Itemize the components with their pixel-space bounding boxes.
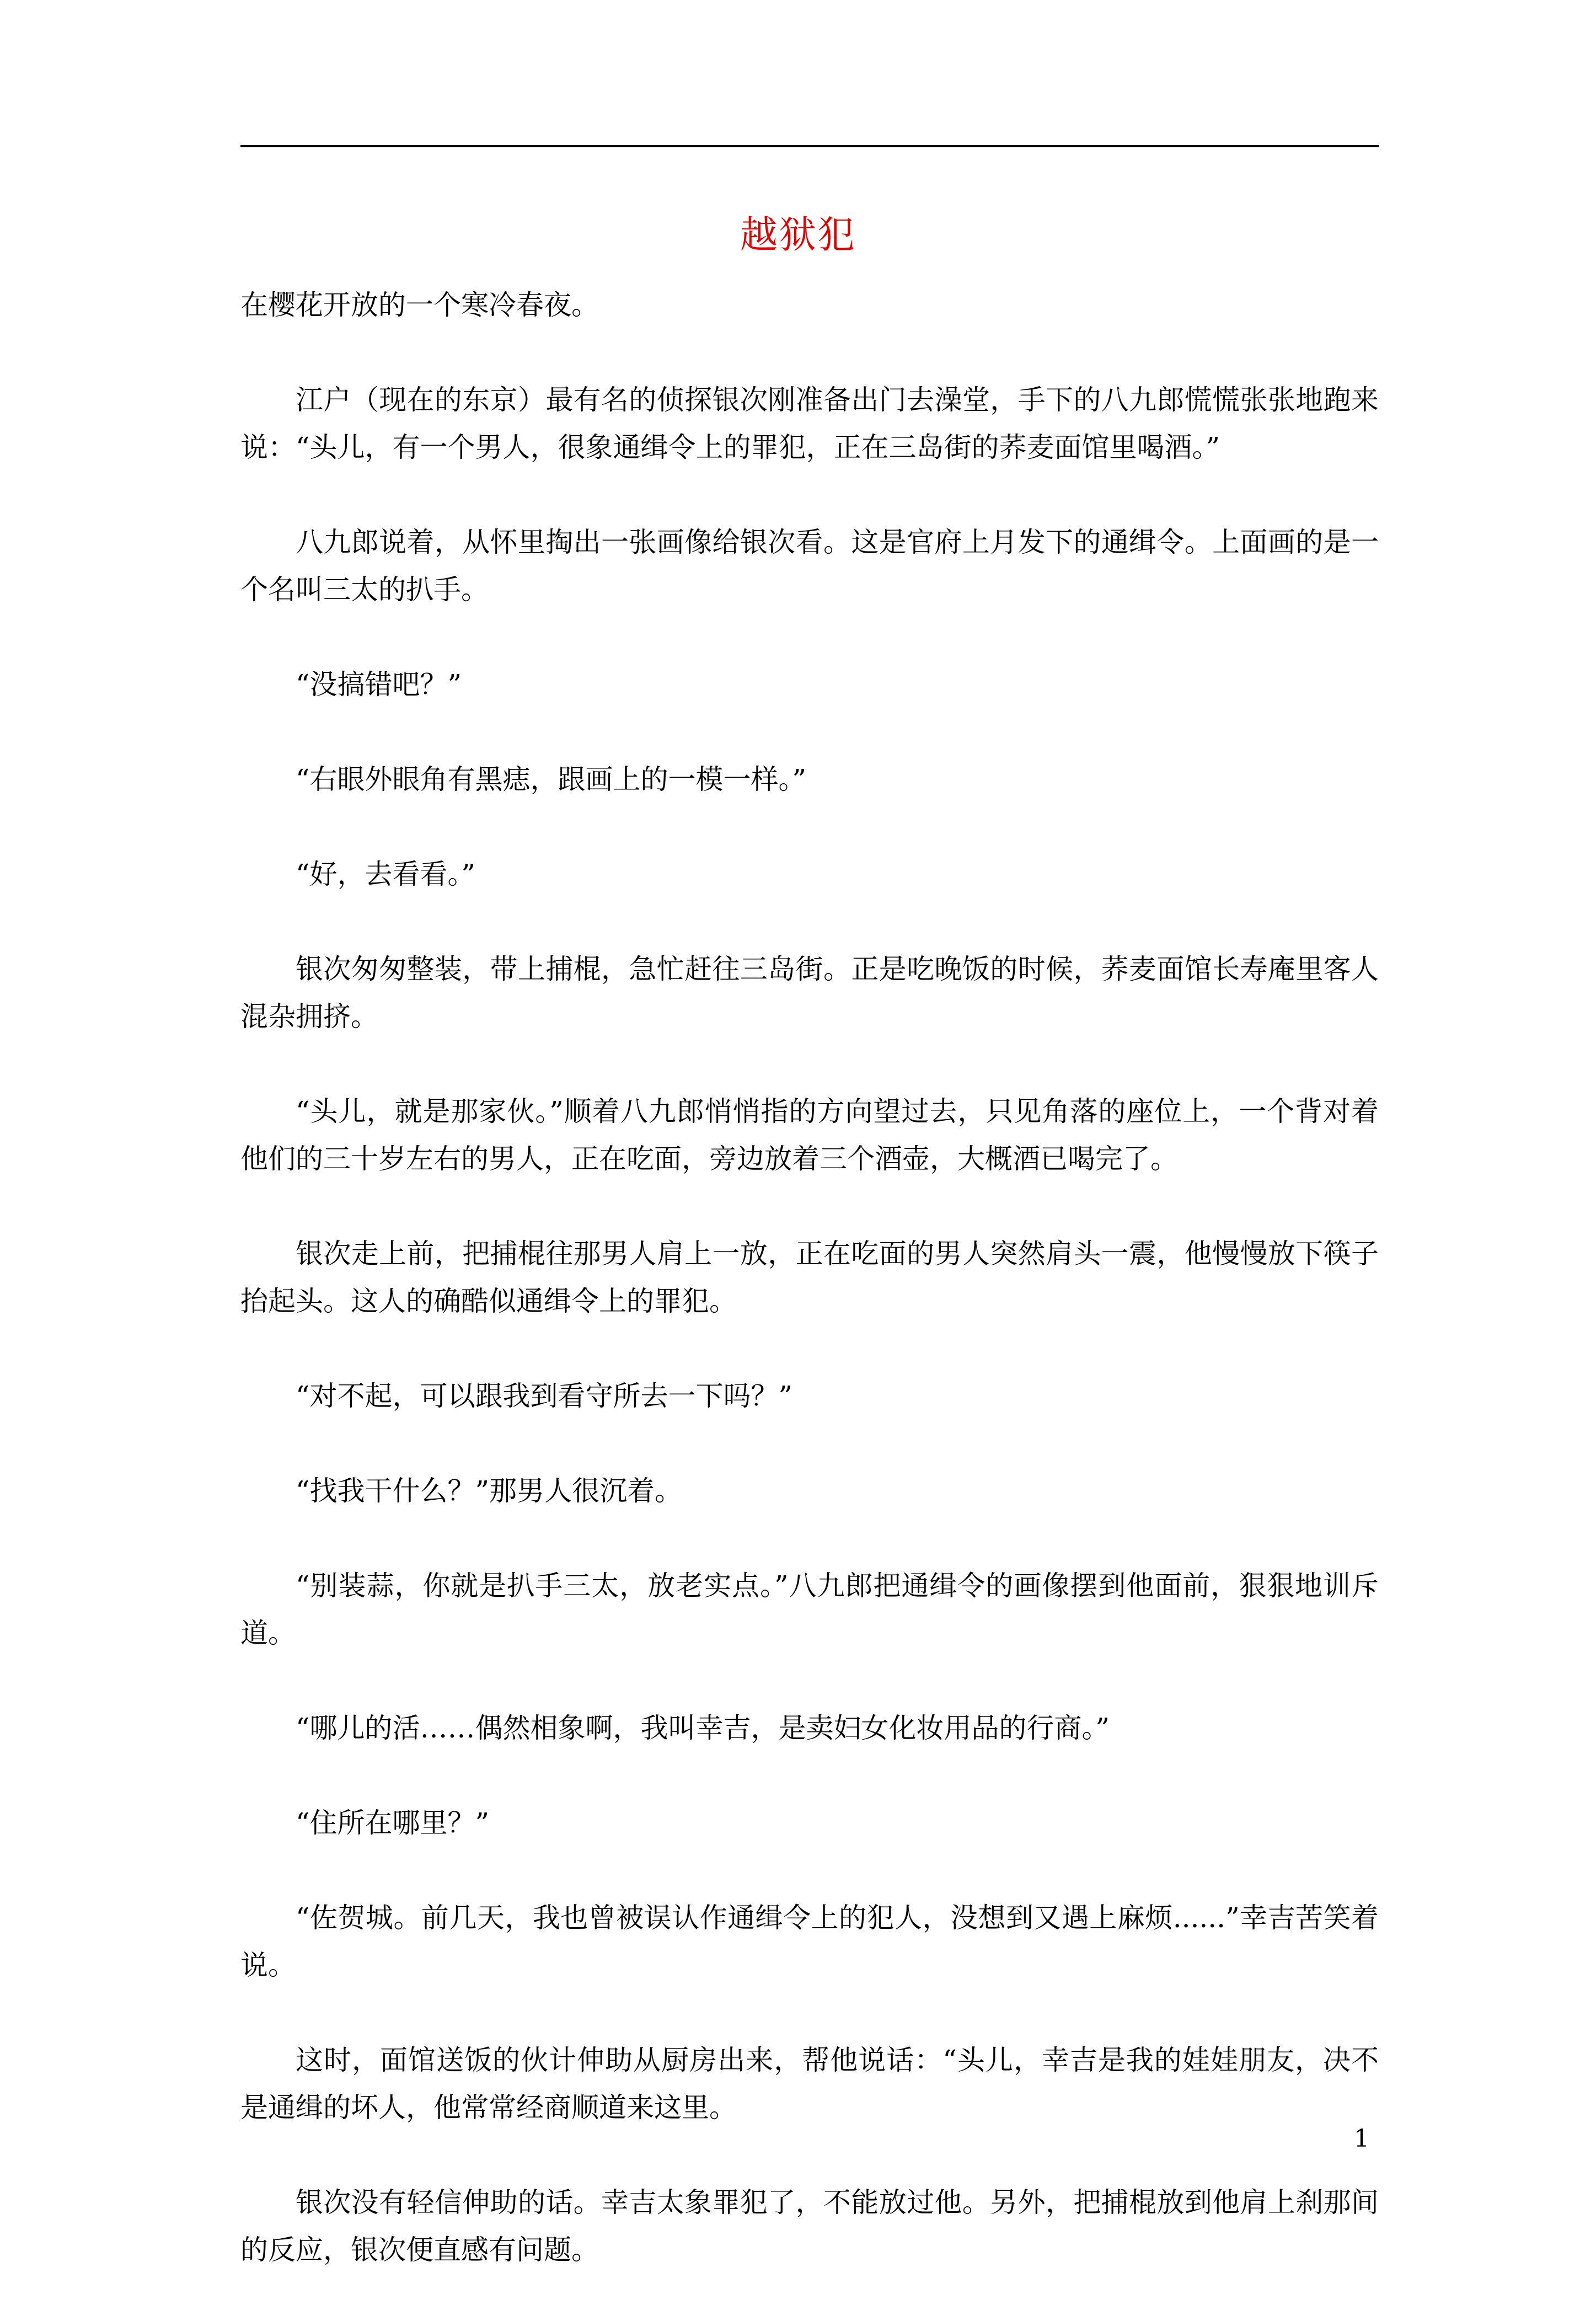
paragraph-4: “没搞错吧？”: [296, 669, 462, 700]
paragraph-3: 八九郎说着，从怀里掏出一张画像给银次看。这是官府上月发下的通缉令。上面画的是一个名叫三太的扒手。: [240, 526, 1379, 606]
paragraph-6: “好，去看看。”: [296, 858, 476, 890]
paragraph-14: “住所在哪里？”: [296, 1807, 490, 1839]
document-title: 越狱犯: [740, 213, 856, 257]
paragraph-8: “头儿，就是那家伙。”顺着八九郎悄悄指的方向望过去，只见角落的座位上，一个背对着他们的三十岁左右的男人，正在吃面，旁边放着三个酒壶，大概酒已喝完了。: [240, 1095, 1379, 1175]
paragraph-15: “佐贺城。前几天，我也曾被误认作通缉令上的犯人，没想到又遇上麻烦......”幸吉苦笑着说。: [240, 1902, 1379, 1981]
paragraph-7: 银次匆匆整装，带上捕棍，急忙赶往三岛街。正是吃晚饭的时候，荞麦面馆长寿庵里客人混杂拥挤。: [240, 953, 1379, 1033]
paragraph-11: “找我干什么？”那男人很沉着。: [296, 1475, 683, 1507]
paragraph-17: 银次没有轻信伸助的话。幸吉太象罪犯了，不能放过他。另外，把捕棍放到他肩上刹那间的反应，银次便直感有问题。: [240, 2186, 1379, 2266]
paragraph-9: 银次走上前，把捕棍往那男人肩上一放，正在吃面的男人突然肩头一震，他慢慢放下筷子抬起头。这人的确酷似通缉令上的罪犯。: [240, 1238, 1379, 1317]
paragraph-13: “哪儿的活……偶然相象啊，我叫幸吉，是卖妇女化妆用品的行商。”: [296, 1712, 1110, 1744]
paragraph-2: 江户（现在的东京）最有名的侦探银次刚准备出门去澡堂，手下的八九郎慌慌张张地跑来说：“头儿，有一个男人，很象通缉令上的罪犯，正在三岛街的荞麦面馆里喝酒。”: [240, 384, 1379, 463]
paragraph-10: “对不起，可以跟我到看守所去一下吗？”: [296, 1380, 793, 1412]
paragraph-1: 在樱花开放的一个寒冷春夜。: [240, 289, 599, 321]
paragraph-12: “别装蒜，你就是扒手三太，放老实点。”八九郎把通缉令的画像摆到他面前，狠狠地训斥道。: [240, 1570, 1379, 1649]
paragraph-16: 这时，面馆送饭的伙计伸助从厨房出来，帮他说话：“头儿，幸吉是我的娃娃朋友，决不是通缉的坏人，他常常经商顺道来这里。: [240, 2044, 1379, 2124]
page-number: 1: [1354, 2125, 1369, 2153]
document-body: [240, 281, 1379, 2321]
header-rule: [240, 145, 1379, 147]
paragraph-5: “右眼外眼角有黑痣，跟画上的一模一样。”: [296, 763, 807, 795]
